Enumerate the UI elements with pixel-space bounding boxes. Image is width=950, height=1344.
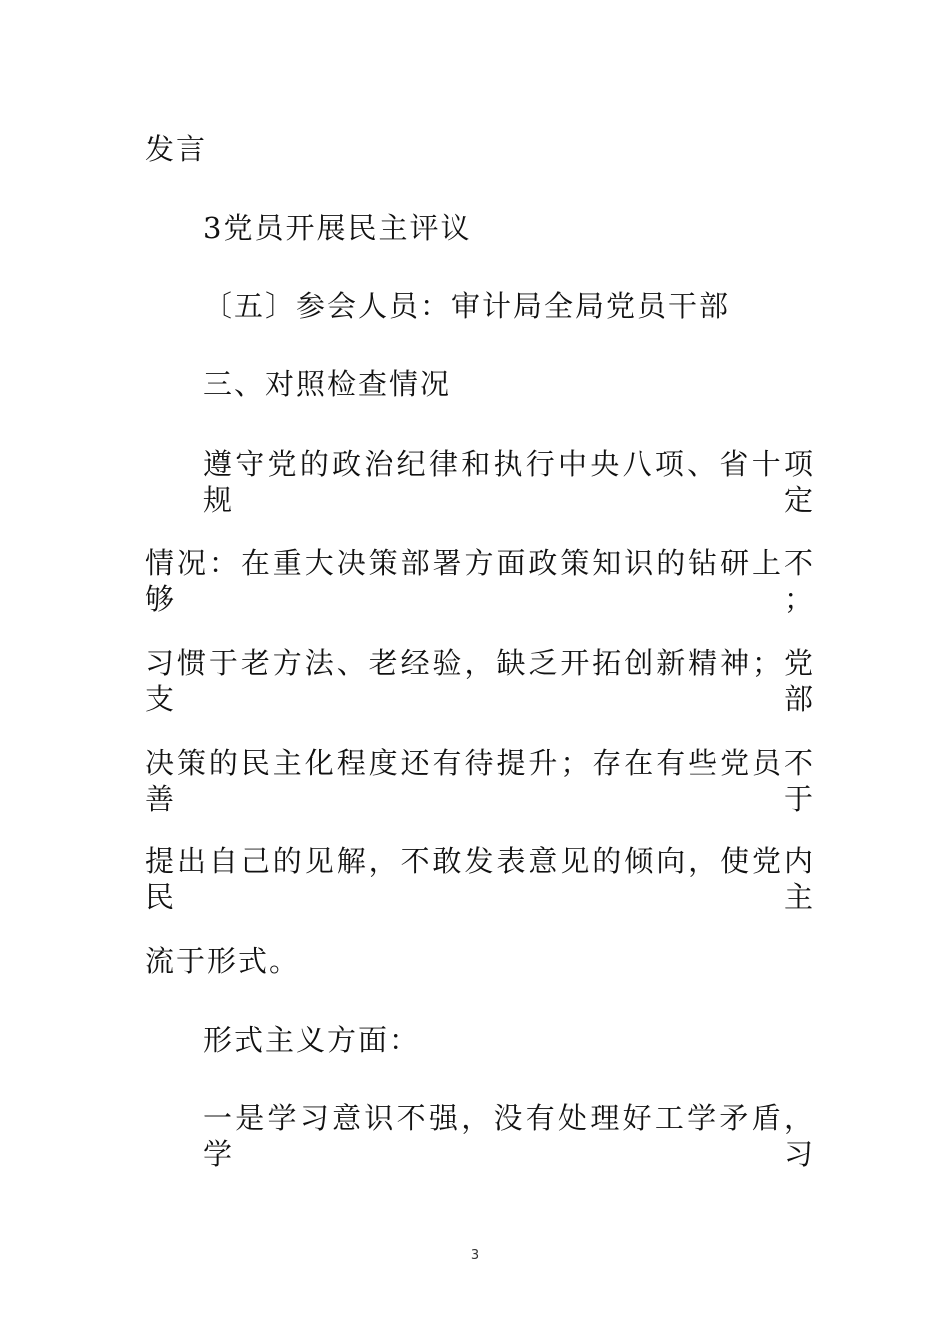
text-line-2: 3党员开展民主评议 (203, 211, 472, 245)
text-line-3: 〔五〕参会人员：审计局全局党员干部 (203, 289, 731, 323)
text-line-5: 遵守党的政治纪律和执行中央八项、省十项规定 (203, 447, 815, 517)
page-number: 3 (470, 1248, 480, 1263)
text-line-9: 提出自己的见解，不敢发表意见的倾向，使党内民主 (145, 844, 815, 914)
text-line-10: 流于形式。 (145, 944, 301, 978)
text-line-6: 情况：在重大决策部署方面政策知识的钻研上不够； (145, 546, 815, 616)
text-line-1: 发言 (145, 132, 208, 166)
text-line-12: 一是学习意识不强，没有处理好工学矛盾，学习 (203, 1101, 815, 1171)
subheading: 形式主义方面： (203, 1023, 421, 1057)
text-line-7: 习惯于老方法、老经验，缺乏开拓创新精神；党支部 (145, 646, 815, 716)
section-heading: 三、对照检查情况 (203, 367, 452, 401)
text-line-8: 决策的民主化程度还有待提升；存在有些党员不善于 (145, 746, 815, 816)
